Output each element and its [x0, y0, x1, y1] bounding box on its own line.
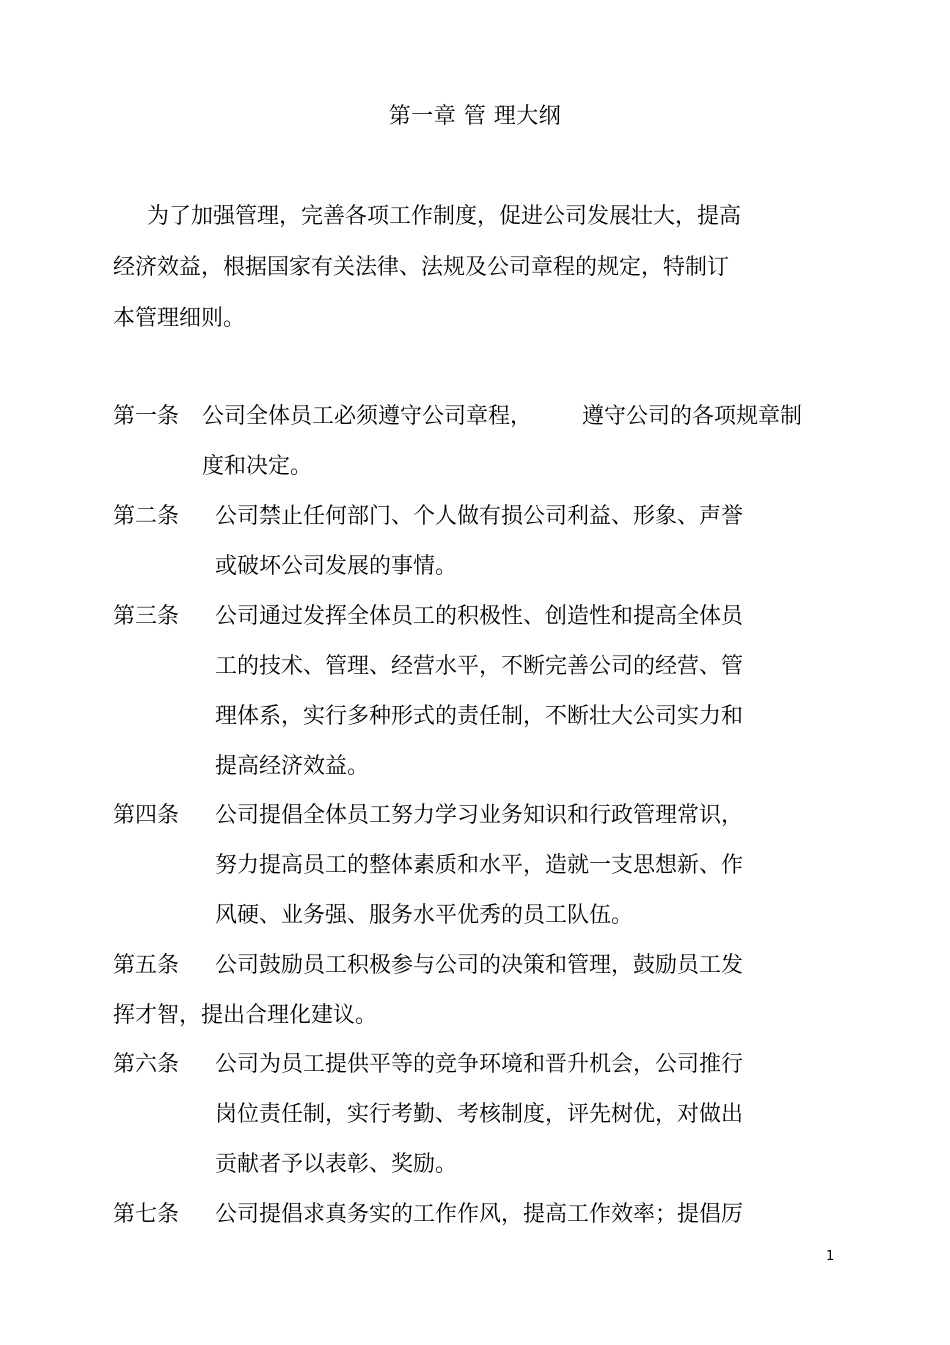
article-3-line-3: 理体系，实行多种形式的责任制，不断壮大公司实力和 [215, 704, 744, 729]
intro-line-3: 本管理细则。 [113, 306, 246, 331]
article-4-label: 第四条 [113, 803, 180, 828]
article-1-label: 第一条 [113, 404, 180, 429]
article-6-line-2: 岗位责任制，实行考勤、考核制度，评先树优，对做出 [215, 1102, 744, 1127]
article-1-line-2: 度和决定。 [202, 454, 313, 479]
article-5-line-2: 挥才智，提出合理化建议。 [113, 1003, 378, 1028]
article-5-label: 第五条 [113, 953, 180, 978]
article-3-line-2: 工的技术、管理、经营水平，不断完善公司的经营、管 [215, 654, 744, 679]
article-7-label: 第七条 [113, 1202, 180, 1227]
article-3-line-4: 提高经济效益。 [215, 754, 370, 779]
article-6-label: 第六条 [113, 1052, 180, 1077]
article-6-line-1: 公司为员工提供平等的竞争环境和晋升机会，公司推行 [215, 1052, 744, 1077]
article-5-line-1: 公司鼓励员工积极参与公司的决策和管理，鼓励员工发 [215, 953, 744, 978]
article-4-line-1: 公司提倡全体员工努力学习业务知识和行政管理常识， [215, 803, 744, 828]
page-number: 1 [826, 1249, 835, 1264]
article-4-line-2: 努力提高员工的整体素质和水平，造就一支思想新、作 [215, 853, 744, 878]
article-4-line-3: 风硬、业务强、服务水平优秀的员工队伍。 [215, 903, 634, 928]
article-2-label: 第二条 [113, 504, 180, 529]
article-1-line-1a: 公司全体员工必须遵守公司章程， [202, 404, 533, 429]
article-3-label: 第三条 [113, 604, 180, 629]
article-3-line-1: 公司通过发挥全体员工的积极性、创造性和提高全体员 [215, 604, 744, 629]
article-6-line-3: 贡献者予以表彰、奖励。 [215, 1152, 458, 1177]
intro-line-2: 经济效益，根据国家有关法律、法规及公司章程的规定，特制订 [113, 255, 730, 280]
chapter-title: 第一章 管 理大纲 [388, 104, 562, 129]
article-1-line-1b: 遵守公司的各项规章制 [582, 404, 803, 429]
intro-line-1: 为了加强管理，完善各项工作制度，促进公司发展壮大，提高 [147, 204, 742, 229]
article-2-line-2: 或破坏公司发展的事情。 [215, 554, 458, 579]
article-7-line-1: 公司提倡求真务实的工作作风，提高工作效率；提倡厉 [215, 1202, 744, 1227]
article-2-line-1: 公司禁止任何部门、个人做有损公司利益、形象、声誉 [215, 504, 744, 529]
